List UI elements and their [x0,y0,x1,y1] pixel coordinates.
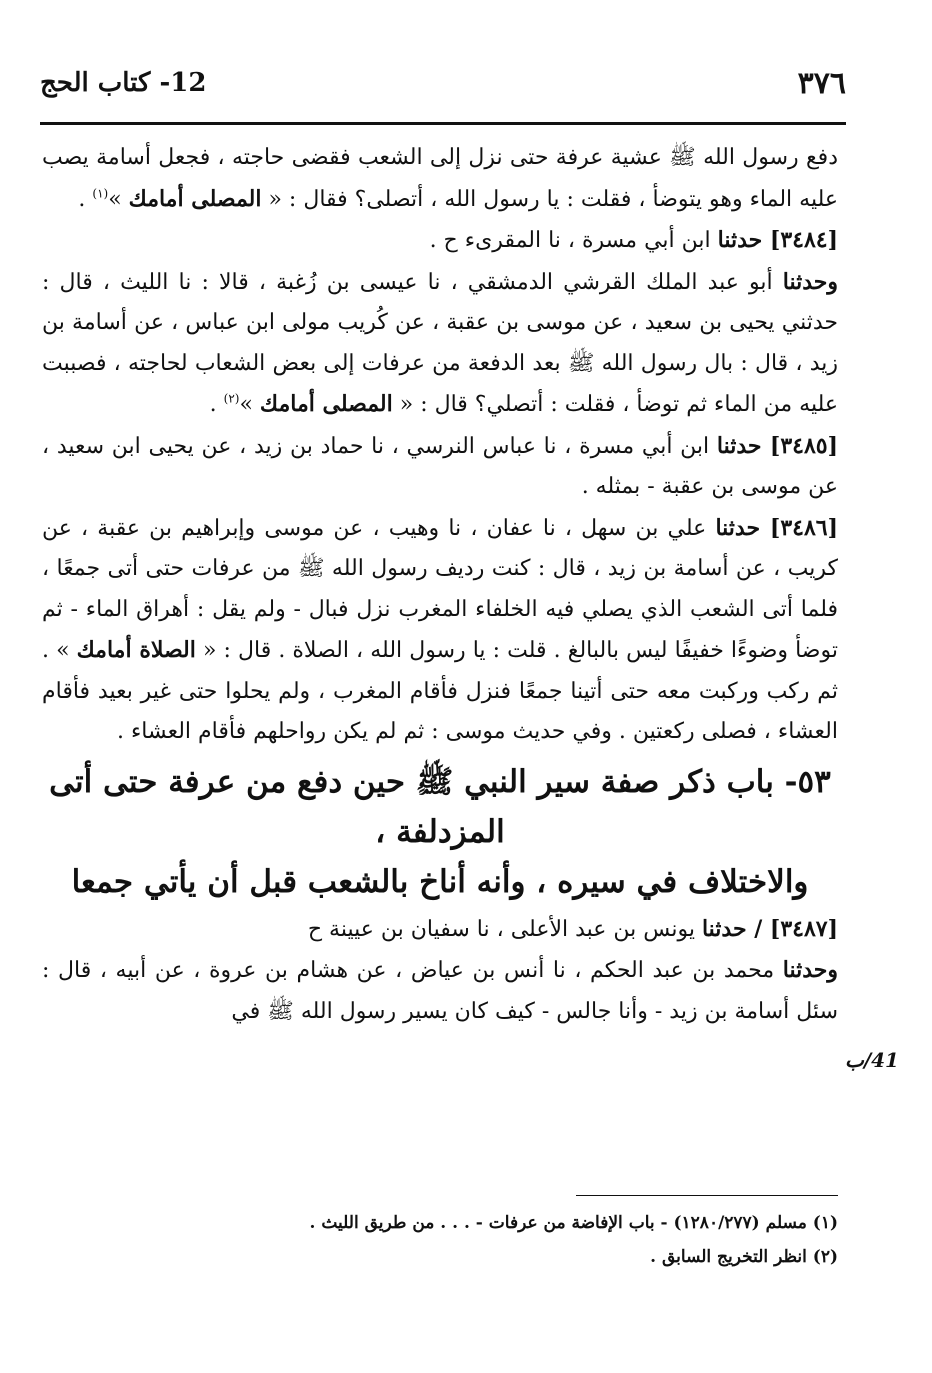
footnote-rule [576,1195,838,1196]
chapter-heading-line-2: والاختلاف في سيره ، وأنه أناخ بالشعب قبل أن يأتي جمعا [71,863,809,900]
text-segment: علي بن سهل ، نا عفان ، نا وهيب ، عن موسى وإبراهيم بن عقبة ، عن كريب ، عن أسامة بن زيد ، قال : كنت رديف رسول الله ﷺ من عرفات حتى أتى جمعًا ، فلما أتى الشعب الذي يصلي فيه الخلفاء المغرب نزل فبال - ولم يقل : أهراق الماء - ثم توضأ وضوءًا خفيفًا ليس بالبالغ . قلت : يا رسول الله ، الصلاة . قال : « [42,515,838,663]
bold-text-segment: المصلى أمامك [128,185,262,212]
text-segment: ابن أبي مسرة ، نا عباس النرسي ، نا حماد بن زيد ، عن يحيى ابن سعيد ، عن موسى بن عقبة - بمثله . [42,433,838,499]
paragraph [42,950,838,1032]
paragraphs-after-heading [42,909,838,1033]
paragraphs-before-heading [42,138,838,753]
bold-text-segment: المصلى أمامك [259,391,393,417]
paragraph [42,262,838,426]
bold-text-segment: [٣٤٨٧] / حدثنا [701,915,838,942]
chapter-heading-line-1: ٥٣- باب ذكر صفة سير النبي ﷺ حين دفع من عرفة حتى أتى المزدلفة ، [49,763,831,850]
chapter-heading [42,757,838,907]
bold-text-segment: [٣٤٨٤] حدثنا [717,227,838,253]
paragraph [42,138,838,220]
footnotes [42,1206,838,1274]
text-segment: ابن أبي مسرة ، نا المقرىء ح . [429,228,718,253]
text-segment: » [239,392,260,417]
chapter-title: 12- كتاب الحج [40,68,207,98]
header-rule [40,122,846,125]
bold-text-segment: [٣٤٨٥] حدثنا [716,432,838,459]
paragraph [42,426,838,508]
margin-folio-note: 41/ب [845,1048,899,1072]
bold-text-segment: الصلاة أمامك [76,637,196,663]
footnote-marker: (٢) [223,391,240,406]
text-segment: يونس بن عبد الأعلى ، نا سفيان بن عيينة ح [307,916,702,942]
paragraph [42,909,838,951]
footnote: (٢) انظر التخريج السابق . [650,1247,838,1267]
footnote: (١) مسلم (١٢٨٠/٢٧٧) - باب الإفاضة من عرفات - . . . من طريق الليث . [309,1213,838,1233]
text-segment: » . ثم ركب وركبت معه حتى أتينا جمعًا فنزل فأقام المغرب ، ولم يحلوا حتى غير بعيد فأقام العشاء ، فصلى ركعتين . وفي حديث موسى : ثم لم يكن رواحلهم فأقام العشاء . [42,638,838,744]
paragraph [42,220,838,262]
text-segment: محمد بن عبد الحكم ، نا أنس بن عياض ، عن هشام بن عروة ، عن أبيه ، قال : سئل أسامة بن زيد - وأنا جالس - كيف كان يسير رسول الله ﷺ في [42,958,838,1024]
body-text [42,138,838,1032]
bold-text-segment: وحدثنا [782,268,838,295]
page-number: ٣٧٦ [797,66,846,101]
paragraph [42,508,838,753]
page-header [40,62,846,114]
bold-text-segment: [٣٤٨٦] حدثنا [715,514,839,541]
text-segment: . [209,392,224,417]
bold-text-segment: وحدثنا [782,957,838,983]
text-segment: . [78,186,93,212]
text-segment: دفع رسول الله ﷺ عشية عرفة حتى نزل إلى الشعب فقضى حاجته ، فجعل أسامة يصب عليه الماء وهو يتوضأ ، فقلت : يا رسول الله ، أتصلى؟ فقال : « [42,145,838,212]
text-segment: أبو عبد الملك القرشي الدمشقي ، نا عيسى بن زُغبة ، قالا : نا الليث ، قال : حدثني يحيى بن سعيد ، عن موسى بن عقبة ، عن كُريب مولى ابن عباس ، عن أسامة بن زيد ، قال : بال رسول الله ﷺ بعد الدفعة من عرفات إلى بعض الشعاب لحاجته ، فصببت عليه من الماء ثم توضأ ، فقلت : أتصلي؟ قال : « [42,269,838,417]
footnote-marker: (١) [92,186,109,201]
text-segment: » [108,186,129,212]
